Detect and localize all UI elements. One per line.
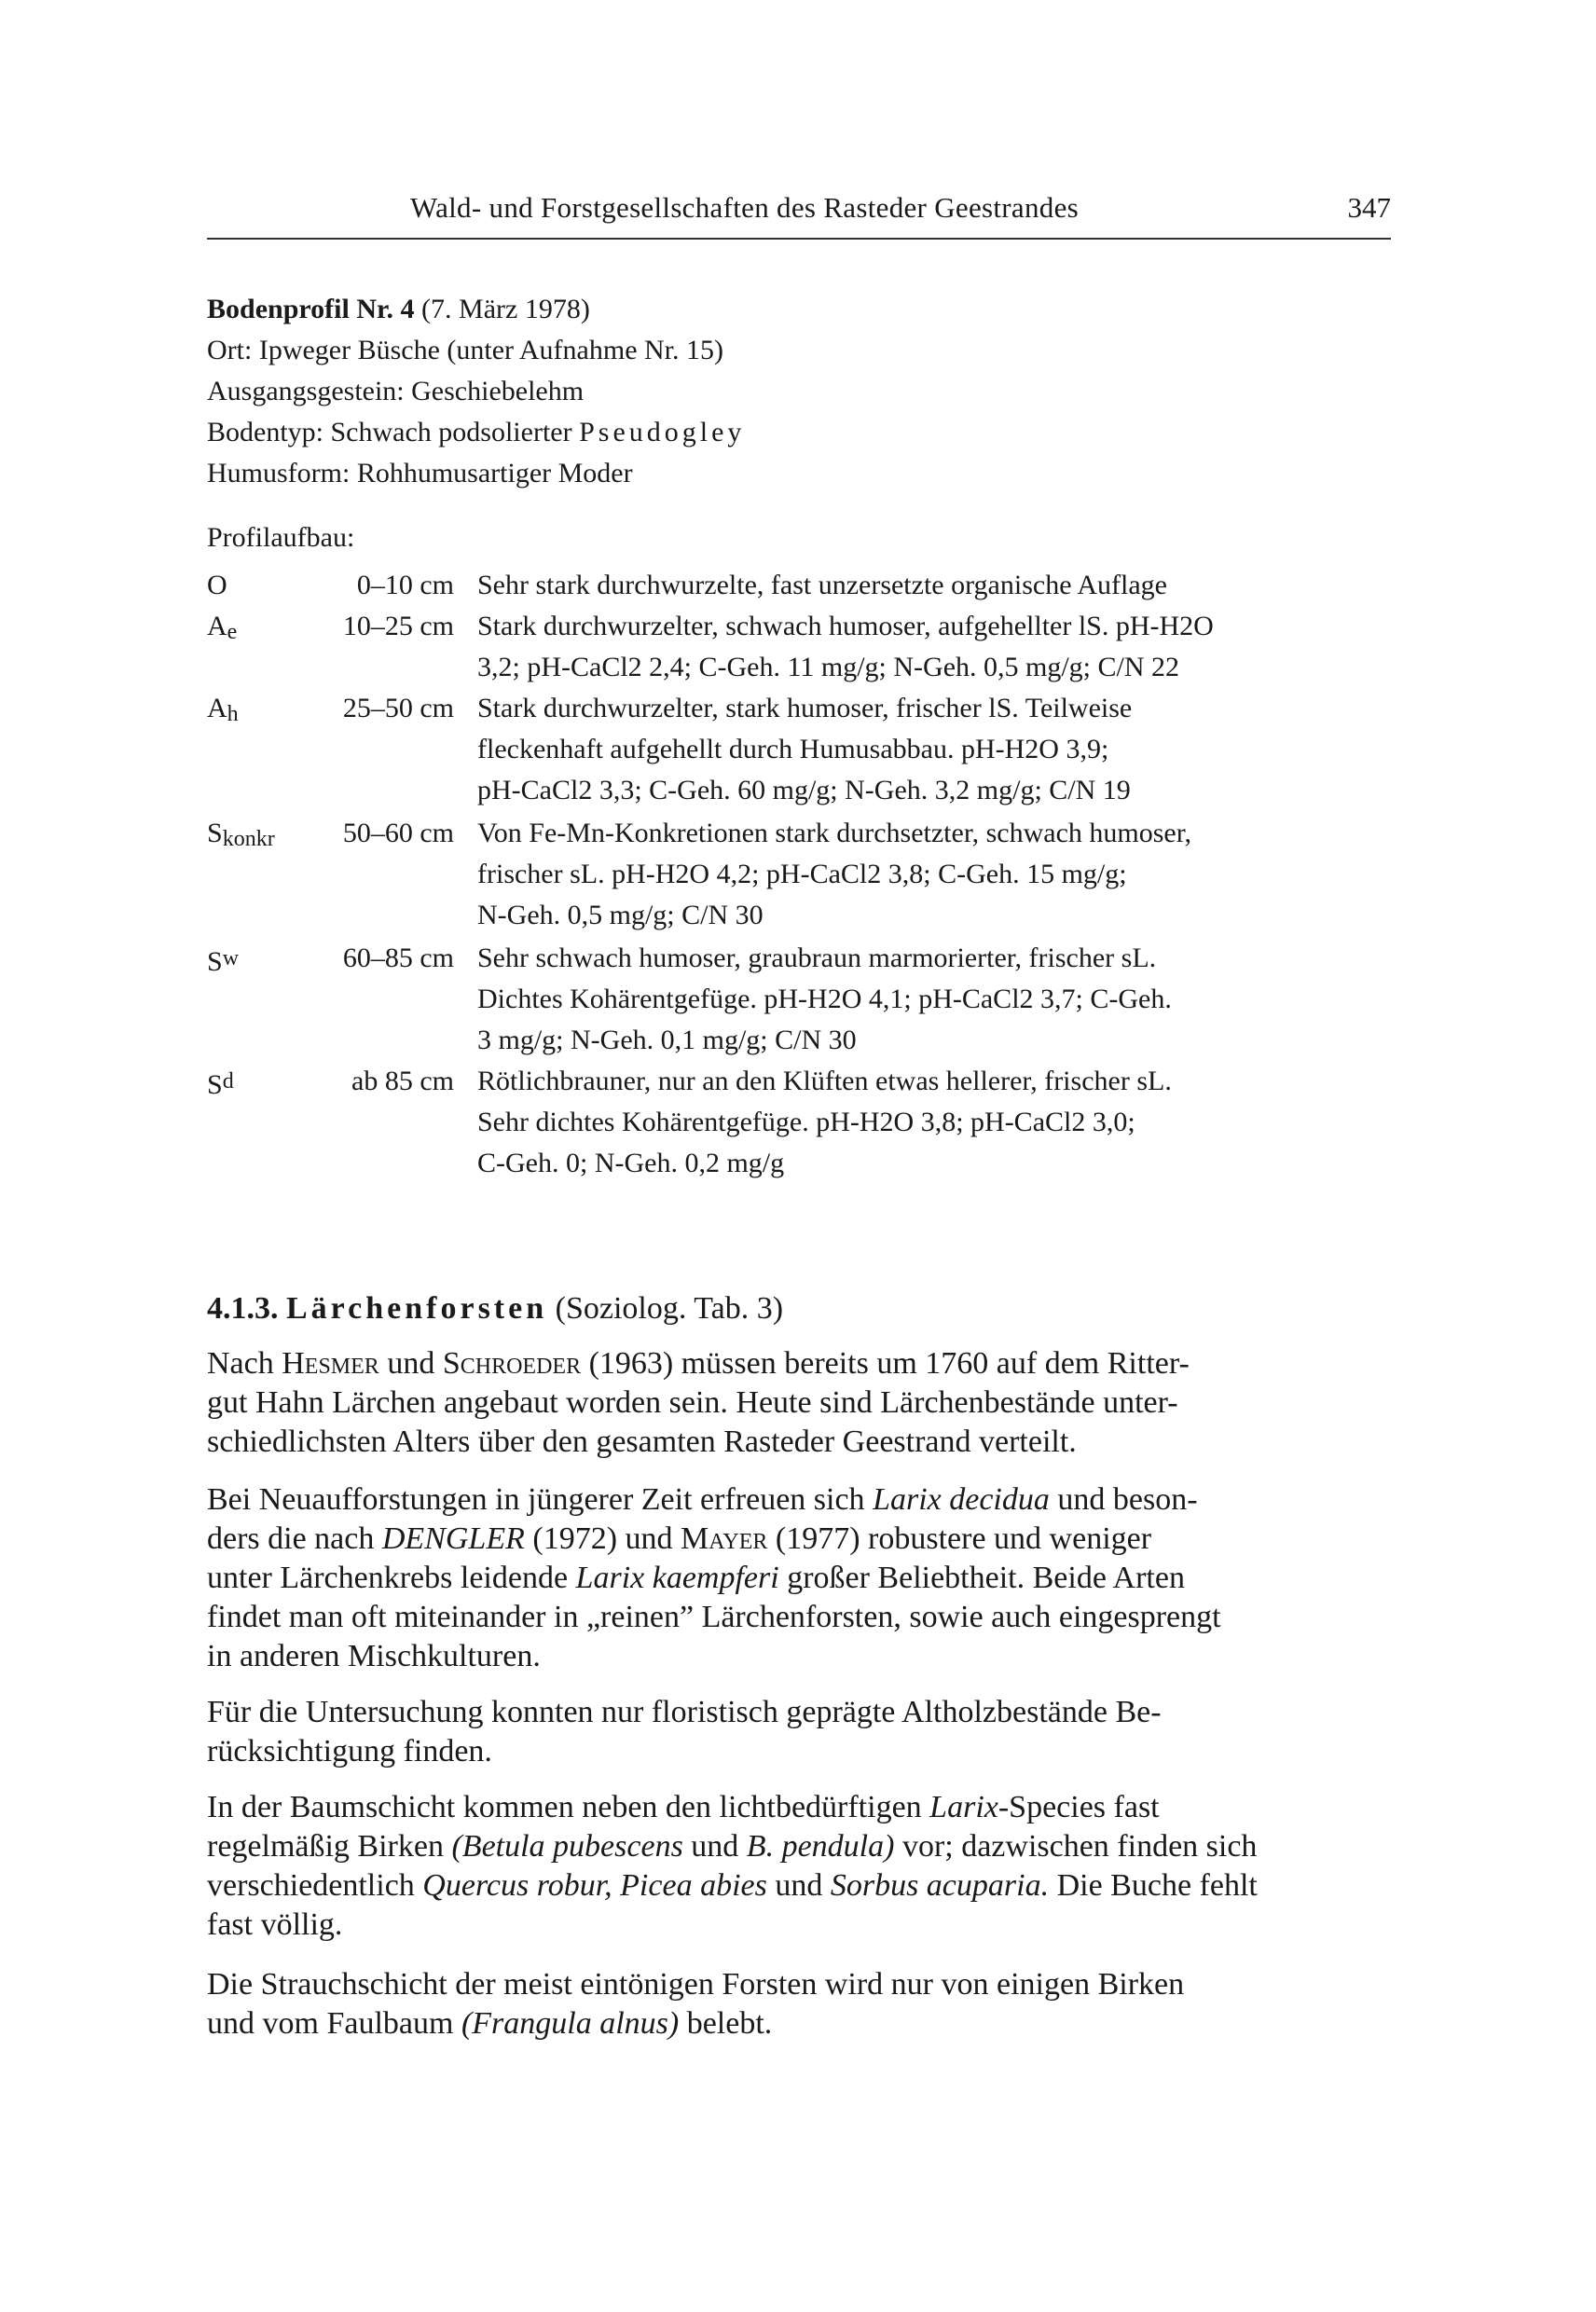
section-heading [207,1291,783,1327]
paragraph: Nach Hesmer und Schroeder (1963) müssen bereits um 1760 auf dem Ritter- gut Hahn Lärchen angebaut worden sein. Heute sind Lärchenbestände unter- schiedlichsten Alters über den gesamten Rasteder Geestrand verteilt. [207,1346,1190,1459]
soil-profile-metadata [207,289,1391,494]
horizon-symbol: O [207,570,227,600]
horizon-description: Von Fe-Mn-Konkretionen stark durchsetzter, schwach humoser, frischer sL. pH-H2O 4,2; pH-CaCl2 3,8; C-Geh. 15 mg/g; N-Geh. 0,5 mg/g; C/N 30 [477,818,1192,930]
horizon-depth: 25–50 cm [342,693,454,723]
horizon-symbol: Ae [207,611,238,644]
horizon-depth: 50–60 cm [342,818,454,848]
profile-structure-label: Profilaufbau: [207,522,355,553]
profile-humus-form: Humusform: Rohhumusartiger Moder [207,458,633,489]
horizon-description: Stark durchwurzelter, stark humoser, frischer lS. Teilweise fleckenhaft aufgehellt durch Humusabbau. pH-H2O 3,9; pH-CaCl2 3,3; C-Geh. 60 mg/g; N-Geh. 3,2 mg/g; C/N 19 [477,693,1133,805]
horizon-description: Sehr stark durchwurzelte, fast unzersetzte organische Auflage [477,570,1167,600]
horizon-depth: 10–25 cm [342,611,454,641]
horizon-description: Stark durchwurzelter, schwach humoser, aufgehellter lS. pH-H2O 3,2; pH-CaCl2 2,4; C-Geh. 11 mg/g; N-Geh. 0,5 mg/g; C/N 22 [477,611,1214,682]
section-number: 4.1.3. [207,1291,279,1326]
paragraph: Die Strauchschicht der meist eintönigen Forsten wird nur von einigen Birken und vom Faulbaum (Frangula alnus) belebt. [207,1967,1185,2041]
profile-title: Bodenprofil Nr. 4 (7. März 1978) [207,294,590,324]
profile-location: Ort: Ipweger Büsche (unter Aufnahme Nr. 15) [207,335,724,365]
horizon-symbol: $S^d$ [207,1069,234,1100]
paragraph: Für die Untersuchung konnten nur floristisch geprägte Altholzbestände Be- rücksichtigung finden. [207,1695,1162,1768]
horizon-symbol: $S^w$ [207,946,240,977]
horizon-symbol: Ah [207,693,239,726]
page-number: 347 [1347,191,1391,224]
horizon-description: Sehr schwach humoser, graubraun marmorierter, frischer sL. Dichtes Kohärentgefüge. pH-H2O 4,1; pH-CaCl2 3,7; C-Geh. 3 mg/g; N-Geh. 0,1 mg/g; C/N 30 [477,943,1172,1055]
running-header [207,191,1391,240]
profile-parent-material: Ausgangsgestein: Geschiebelehm [207,376,585,406]
horizon-depth: 60–85 cm [342,943,454,973]
profile-soil-type: Bodentyp: Schwach podsolierter Pseudogley [207,417,746,447]
paragraph: In der Baumschicht kommen neben den lichtbedürftigen Larix-Species fast regelmäßig Birken (Betula pubescens und B. pendula) vor; dazwischen finden sich verschiedentlich Quercus robur, Picea abies und Sorbus acuparia. Die Buche fehlt fast völlig. [207,1790,1258,1942]
section-title: Lärchenforsten [286,1291,548,1326]
horizon-description: Rötlichbrauner, nur an den Klüften etwas hellerer, frischer sL. Sehr dichtes Kohärentgefüge. pH-H2O 3,8; pH-CaCl2 3,0; C-Geh. 0; N-Geh. 0,2 mg/g [477,1066,1172,1178]
section-reference: (Soziolog. Tab. 3) [555,1291,784,1326]
horizon-depth: 0–10 cm [356,570,454,600]
horizon-depth: ab 85 cm [351,1066,454,1096]
horizon-symbol: Skonkr [207,818,275,851]
running-title: Wald- und Forstgesellschaften des Rasteder Geestrandes [410,191,1080,224]
paragraph: Bei Neuaufforstungen in jüngerer Zeit erfreuen sich Larix decidua und beson- ders die nach DENGLER (1972) und Mayer (1977) robustere und weniger unter Lärchenkrebs leidende Larix kaempferi großer Beliebtheit. Beide Arten findet man oft miteinander in „reinen” Lärchenforsten, sowie auch eingesprengt in anderen Mischkulturen. [207,1482,1221,1673]
